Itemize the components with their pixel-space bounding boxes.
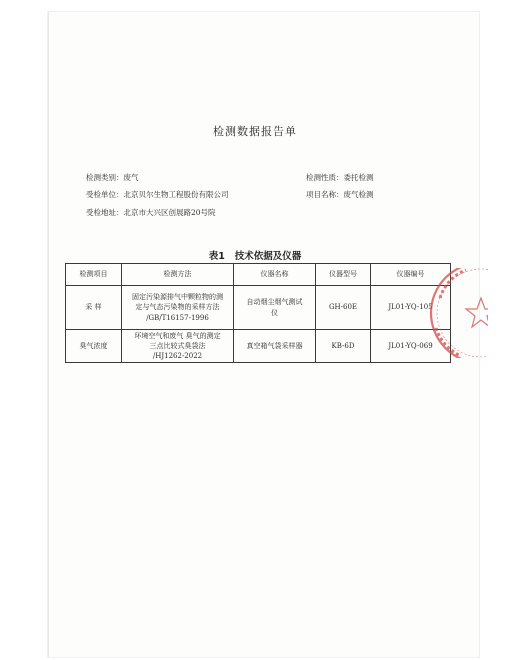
- header-model: 仪器型号: [316, 264, 371, 286]
- table-header-row: [66, 264, 451, 286]
- field-client: [86, 189, 229, 200]
- cell-number: JL01-YQ-105: [371, 286, 451, 330]
- field-project: [306, 189, 374, 200]
- header-item: 检测项目: [66, 264, 122, 286]
- field-client-label: 受检单位：: [86, 190, 124, 199]
- field-nature-value: 委托检测: [343, 173, 374, 182]
- header-instrument: 仪器名称: [234, 264, 316, 286]
- field-category-value: 废气: [123, 173, 139, 182]
- cell-model: KB-6D: [316, 330, 371, 363]
- report-title: 检测数据报告单: [213, 125, 297, 138]
- field-project-label: 项目名称：: [306, 190, 344, 199]
- cell-instrument: 自动烟尘烟气测试 仪: [234, 286, 316, 330]
- cell-item: 臭气浓度: [66, 330, 122, 363]
- tech-basis-table: [65, 263, 451, 363]
- cell-method: 固定污染源排气中颗粒物的测 定与气态污染物的采样方法 /GB/T16157-1996: [122, 286, 234, 330]
- field-nature-label: 检测性质：: [306, 173, 344, 182]
- table-row: [66, 330, 451, 363]
- seal-icon: [426, 268, 488, 358]
- header-number: 仪器编号: [371, 264, 451, 286]
- page-edge: [48, 12, 49, 657]
- cell-model: GH-60E: [316, 286, 371, 330]
- cell-item: 采 样: [66, 286, 122, 330]
- field-address-value: 北京市大兴区创展路20号院: [123, 208, 216, 217]
- field-client-value: 北京贝尔生物工程股份有限公司: [123, 190, 229, 199]
- field-project-value: 废气检测: [343, 190, 374, 199]
- field-category-label: 检测类别：: [86, 173, 124, 182]
- header-method: 检测方法: [122, 264, 234, 286]
- field-address: [86, 207, 216, 218]
- table-row: [66, 286, 451, 330]
- cell-number: JL01-YQ-069: [371, 330, 451, 363]
- official-seal-stamp: [426, 268, 488, 358]
- field-nature: [306, 172, 374, 183]
- cell-instrument: 真空箱气袋采样器: [234, 330, 316, 363]
- field-address-label: 受检地址：: [86, 208, 124, 217]
- table-caption: 表1 技术依据及仪器: [208, 251, 302, 262]
- field-category: [86, 172, 139, 183]
- cell-method: 环境空气和废气 臭气的测定 三点比较式臭袋法 /HJ1262-2022: [122, 330, 234, 363]
